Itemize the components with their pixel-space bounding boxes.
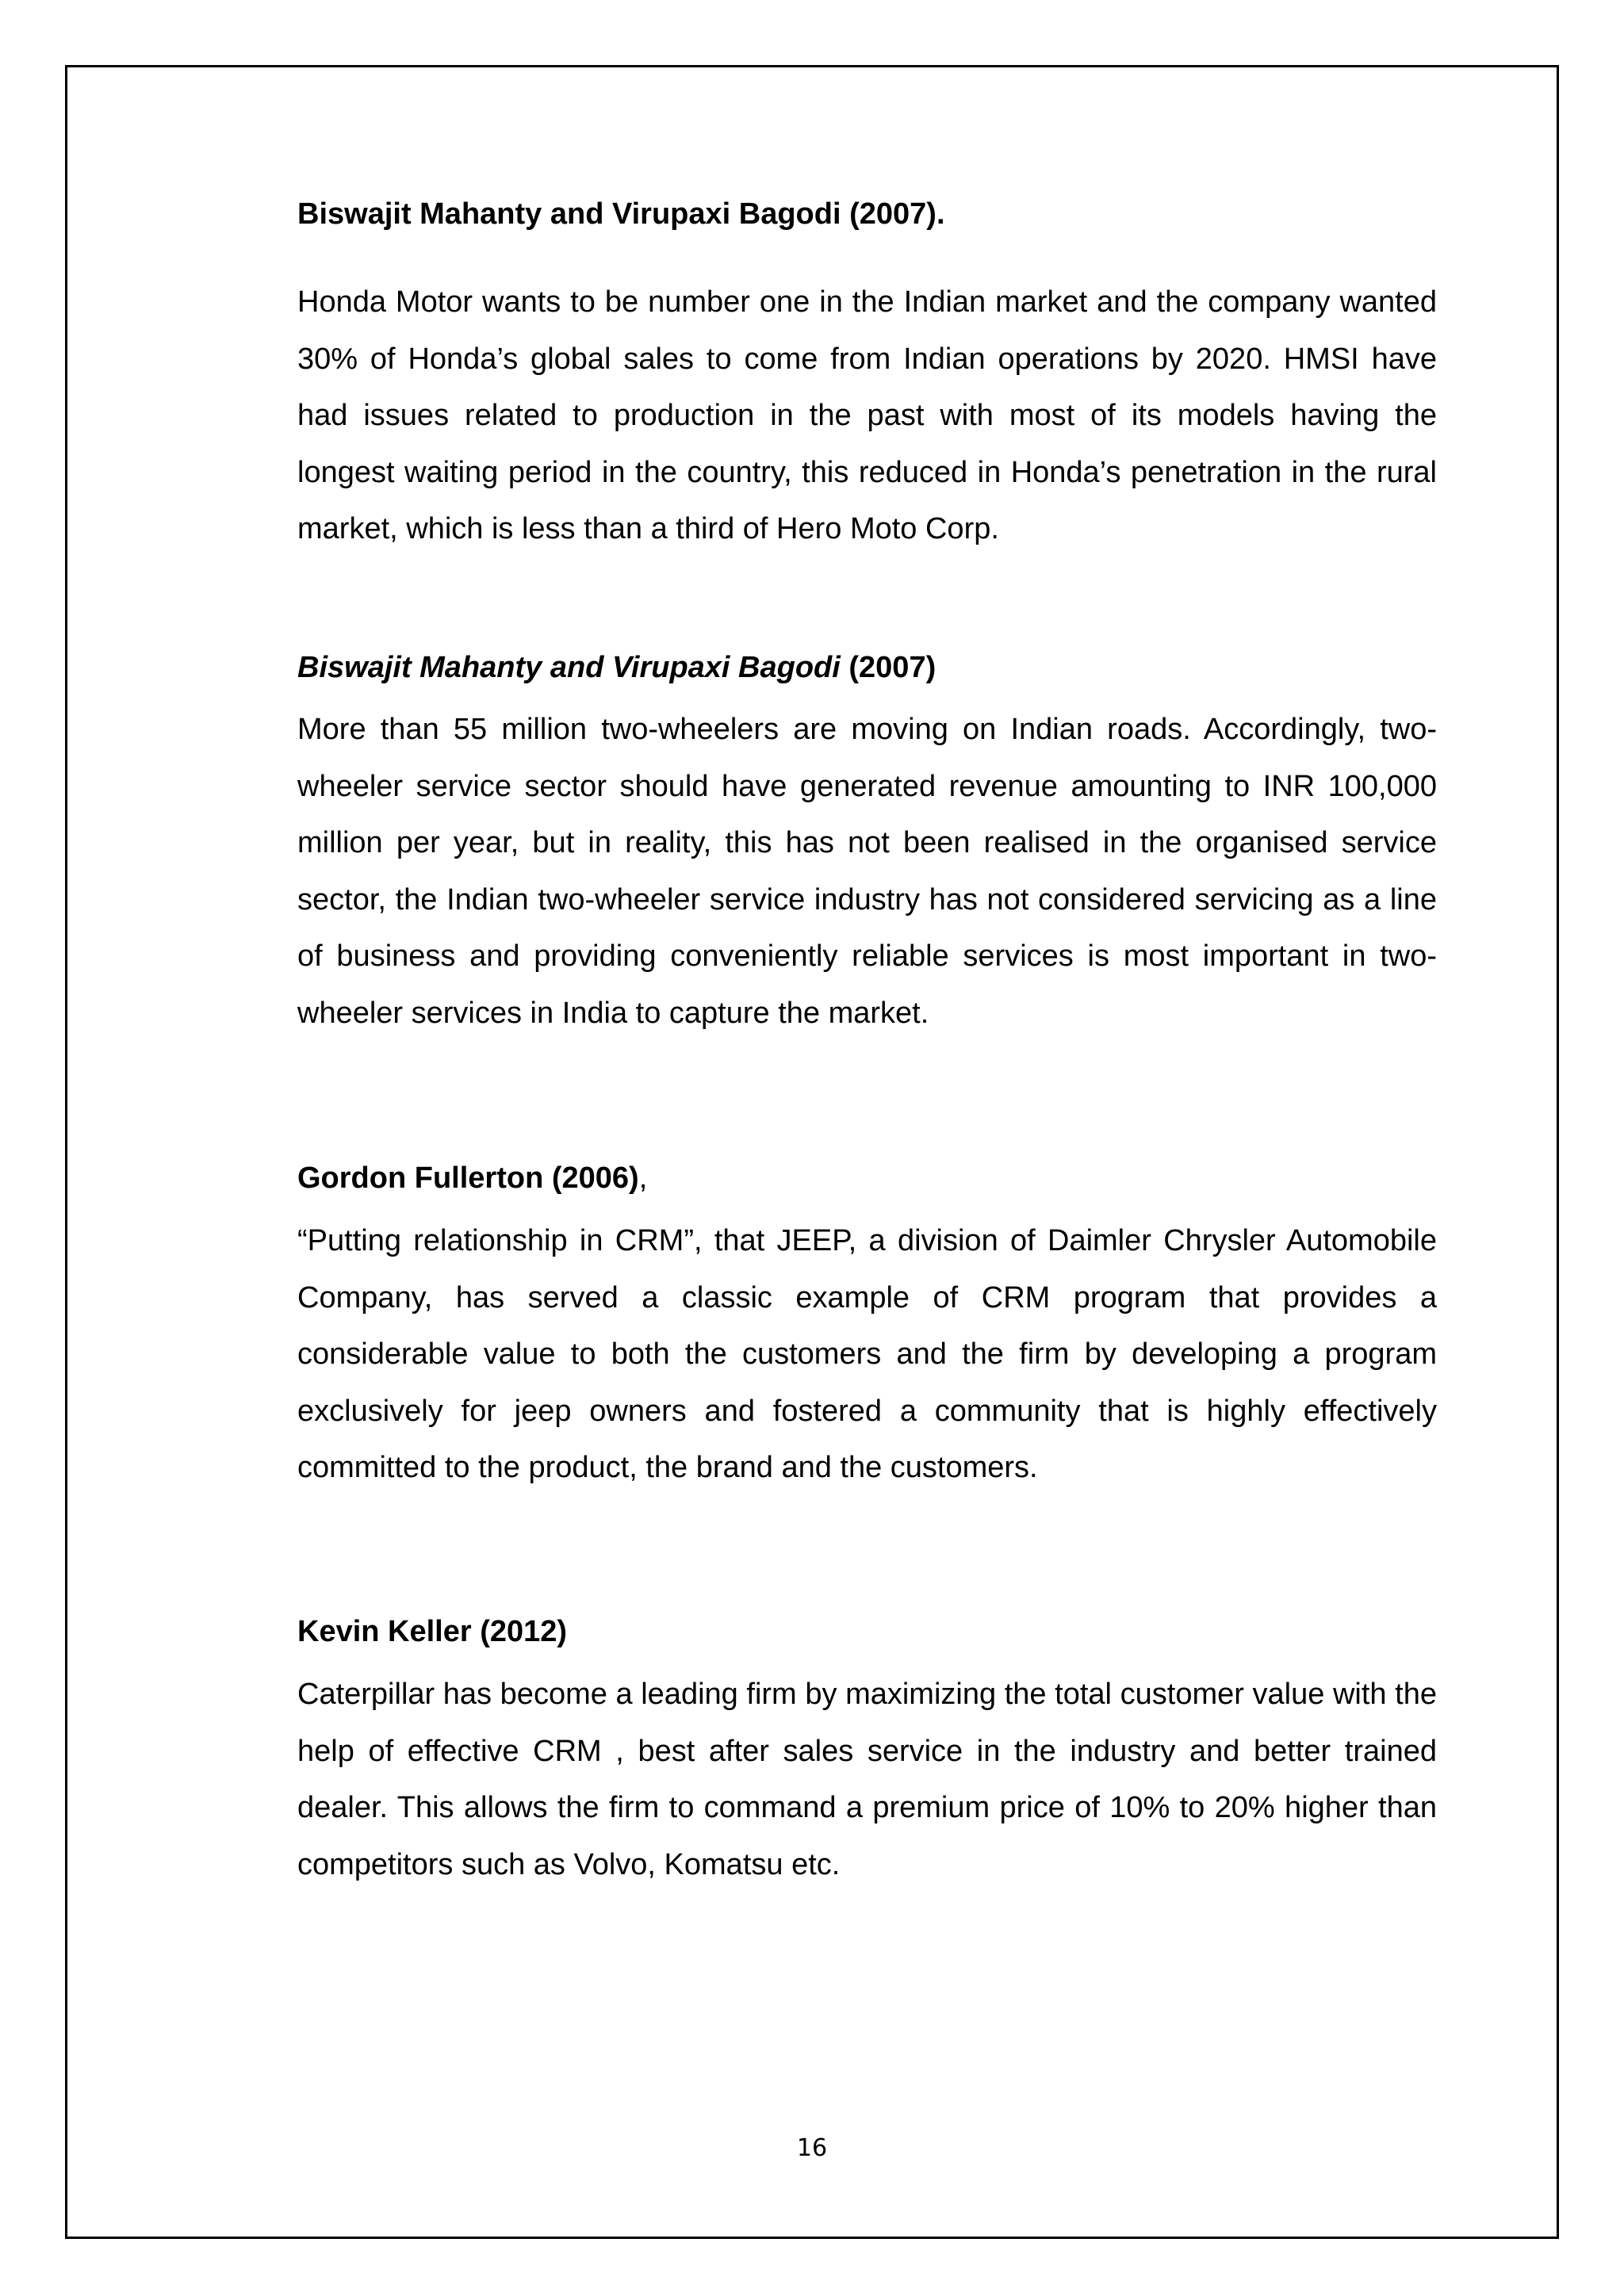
section-4-heading	[297, 1613, 567, 1651]
section-3-heading-suffix: ,	[638, 1161, 648, 1195]
section-4-body: Caterpillar has become a leading firm by maximizing the total customer value with the help of effective CRM , best after sales service in the industry and better trained dealer. This allows the firm to command a premium price of 10% to 20% higher than competitors such as Volvo, Komatsu etc.	[297, 1678, 1437, 1881]
section-2-heading-authors: Biswajit Mahanty and Virupaxi Bagodi	[297, 651, 841, 684]
section-1-heading	[297, 195, 945, 233]
section-2-heading	[297, 649, 936, 687]
page-number: 16	[796, 2134, 828, 2162]
section-1-body: Honda Motor wants to be number one in the Indian market and the company wanted 30% of Honda’s global sales to come from Indian operations by 2020. HMSI have had issues related to production in the past with most of its models having the longest waiting period in the country, this reduced in Honda’s penetration in the rural market, which is less than a third of Hero Moto Corp.	[297, 285, 1437, 545]
section-3-heading-text: Gordon Fullerton (2006)	[297, 1161, 639, 1195]
section-2-body: More than 55 million two-wheelers are moving on Indian roads. Accordingly, two-wheeler service sector should have generated revenue amounting to INR 100,000 million per year, but in reality, this has not been realised in the organised service sector, the Indian two-wheeler service industry has not considered servicing as a line of business and providing conveniently reliable services is most important in two-wheeler services in India to capture the market.	[297, 713, 1437, 1030]
section-1-heading-text: Biswajit Mahanty and Virupaxi Bagodi (2007).	[297, 197, 945, 231]
section-3-body: “Putting relationship in CRM”, that JEEP, a division of Daimler Chrysler Automobile Company, has served a classic example of CRM program that provides a considerable value to both the customers and the firm by developing a program exclusively for jeep owners and fostered a community that is highly effectively committed to the product, the brand and the customers.	[297, 1224, 1437, 1484]
section-3-heading	[297, 1159, 647, 1197]
section-2-heading-year: (2007)	[840, 651, 936, 684]
section-4-heading-text: Kevin Keller (2012)	[297, 1615, 568, 1648]
